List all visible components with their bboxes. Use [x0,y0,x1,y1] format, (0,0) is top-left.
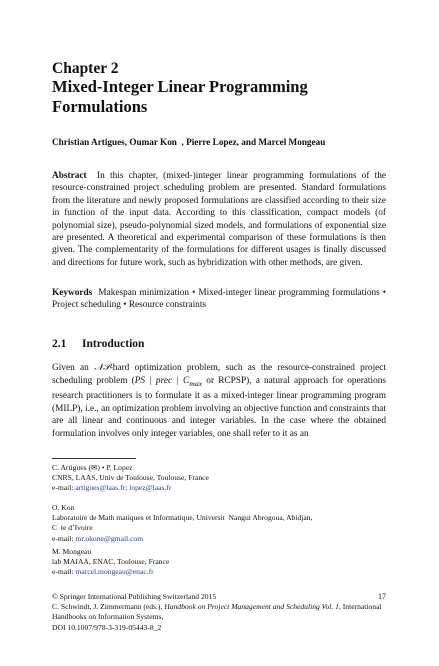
email-label: e-mail: [52,533,76,543]
notation-subscript: max [189,378,203,388]
keywords-label: Keywords [52,288,93,298]
intro-text-1: Given an [52,363,95,373]
email-link[interactable]: mr.okone@gmail.com [75,533,144,543]
chapter-label: Chapter 2 [52,60,119,77]
footnote-email-line [52,534,386,544]
copyright-footer [52,592,386,633]
email-link[interactable]: marcel.mongeau@enac.fr [75,567,154,577]
abstract [52,170,386,269]
notation: PS | prec | C [134,375,190,386]
footnote-email-line [52,567,386,577]
section-number: 2.1 [52,338,67,350]
footnote-rule [52,458,136,459]
series: , International Handbooks on Information Systems, [52,602,382,622]
email-label: e-mail: [52,567,76,577]
page-number: 17 [378,592,386,601]
section-heading [52,338,144,350]
footnote-kone [52,503,386,544]
doi-line: DOI 10.1007/978-3-319-05443-8_2 [52,622,162,632]
keywords [52,287,386,312]
footnote-mongeau [52,547,386,578]
handbook-title: Handbook on Project Management and Scheduling Vol. 1 [164,602,339,612]
author-list: Christian Artigues, Oumar Kon , Pierre Lopez, and Marcel Mongeau [52,137,326,147]
footnote-country: C te d’Ivoire [52,523,93,533]
intro-text-2: -hard optimization problem, such as the resource-constrained project scheduling problem ( [52,363,386,386]
footnote-affiliation: Laboratoire de Math matiques et Informatique, Universit Nangui Abrogoua, Abidjan, [52,513,313,523]
footnote-names: O. Kon [52,503,75,512]
footnote-names: C. Artigues (✉) • P. Lopez [52,463,133,472]
editors: C. Schwindt, J. Zimmermann (eds.), [52,602,165,612]
footnote-email-line [52,483,386,493]
keywords-text: Makespan minimization • Mixed-integer linear programming formulations • Project scheduling • Resource constraints [52,288,386,311]
footnote-names: M. Mongeau [52,547,92,556]
abstract-text: In this chapter, (mixed-)integer linear programming formulations of the resource-constrained project scheduling problem are presented. Standard formulations from the literature and newly proposed formulations are classified according to their size in function of the input data. According to this classification, compact models (of polynomial size), pseudo-polynomial sized models, and formulations of exponential size are presented. A theoretical and experimental comparison of these formulations is then given. The complementarity of the formulations for different usages is finally discussed and directions for future work, such as hybridization with other methods, are given. [52,171,386,268]
email-link[interactable]: artigues@laas.fr; lopez@laas.fr [75,483,172,493]
abstract-label: Abstract [52,171,87,181]
np-symbol: 𝒩𝒫 [94,363,110,373]
section-title: Introduction [82,338,145,350]
intro-paragraph [52,362,386,440]
chapter-title: Mixed-Integer Linear Programming Formulations [52,77,308,116]
footnote-artigues-lopez [52,463,386,494]
email-label: e-mail: [52,483,76,493]
footnote-affiliation: CNRS, LAAS, Univ de Toulouse, Toulouse, France [52,473,209,483]
citation-line [52,602,386,622]
intro-text-3: or RCPSP), a natural approach for operations research practitioners is to formulate it as a mixed-integer linear programming program (MILP), i.e., an optimization problem involving an objective function and constraints that are all linear and continuous and integer variables. In the case where the obtained formulation involves only integer variables, one shall refer to it as an [52,375,386,439]
footnote-affiliation: lab MAIAA, ENAC, Toulouse, France [52,557,170,567]
copyright-line: © Springer International Publishing Switzerland 2015 [52,592,217,601]
